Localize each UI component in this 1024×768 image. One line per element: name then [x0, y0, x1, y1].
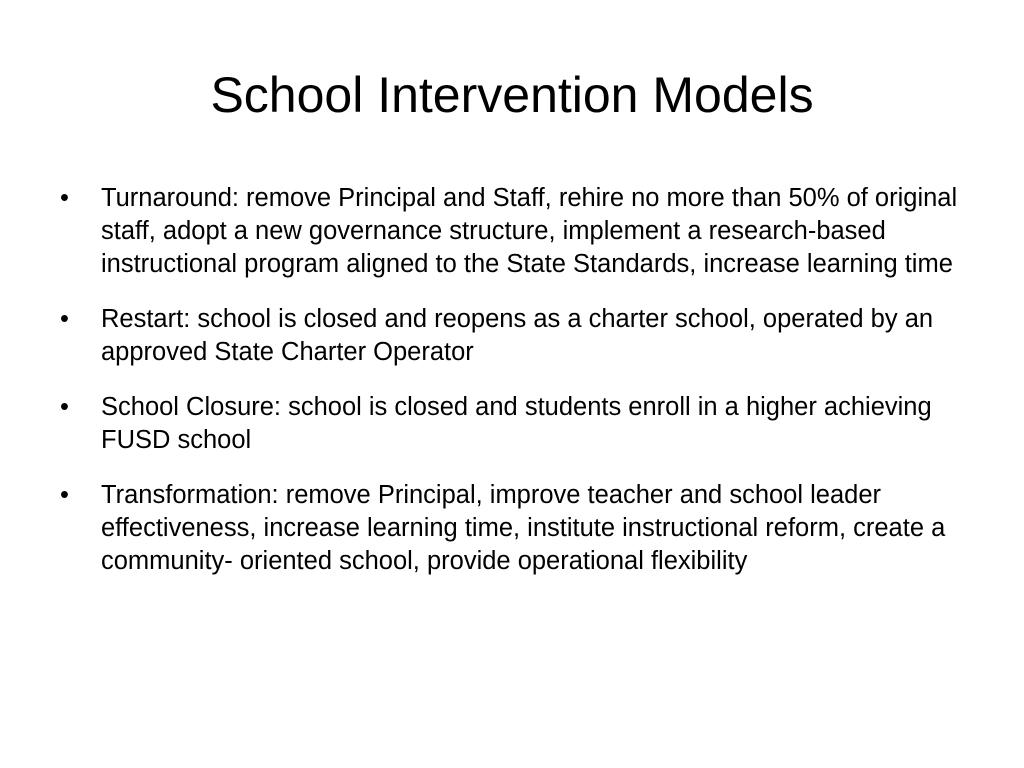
- bullet-icon: •: [60, 184, 69, 212]
- bullet-text: School Closure: school is closed and students enroll in a higher achieving FUSD school: [101, 393, 932, 454]
- slide-title: School Intervention Models: [210, 67, 814, 123]
- bullet-item-school-closure: [60, 391, 970, 457]
- bullet-icon: •: [60, 305, 69, 333]
- bullet-text: Transformation: remove Principal, improve teacher and school leader effectiveness, increase learning time, institute instructional reform, create a community- oriented school, provide operational flexibility: [101, 481, 946, 575]
- bullet-item-restart: [60, 303, 970, 369]
- bullet-icon: •: [60, 481, 69, 509]
- bullet-item-turnaround: [60, 182, 970, 281]
- bullet-text: Turnaround: remove Principal and Staff, rehire no more than 50% of original staff, adopt a new governance structure, implement a research-based instructional program aligned to the State Standards, increase learning time: [101, 184, 958, 278]
- bullet-icon: •: [60, 393, 69, 421]
- bullet-list: [60, 182, 970, 600]
- bullet-text: Restart: school is closed and reopens as a charter school, operated by an approved State Charter Operator: [101, 305, 934, 366]
- bullet-item-transformation: [60, 479, 970, 578]
